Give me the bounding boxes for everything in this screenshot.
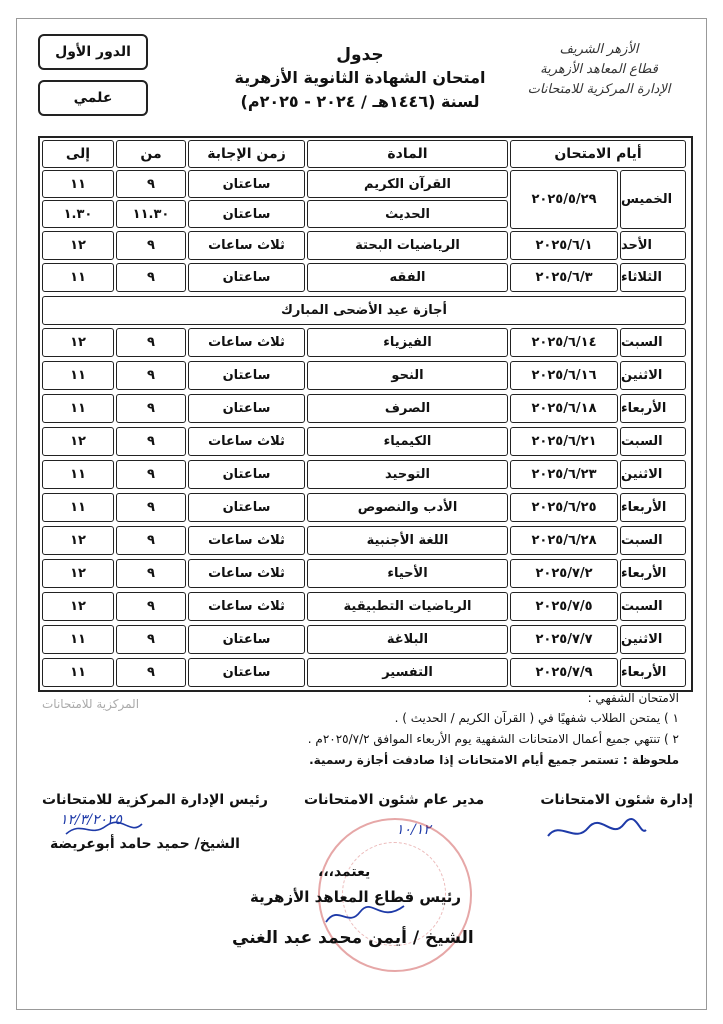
exam-day: الأربعاء — [620, 493, 686, 522]
exam-from: ٩ — [116, 170, 186, 198]
header-subject: المادة — [307, 140, 508, 168]
org-line-3: الإدارة المركزية للامتحانات — [527, 82, 671, 97]
exam-to: ١١ — [42, 493, 114, 522]
exam-day: الأربعاء — [620, 559, 686, 588]
exam-subject: الأحياء — [307, 559, 508, 588]
sig-exam-affairs: إدارة شئون الامتحانات — [540, 792, 693, 808]
exam-from: ٩ — [116, 493, 186, 522]
exam-to: ١٢ — [42, 427, 114, 456]
exam-day: الاثنين — [620, 460, 686, 489]
exam-from: ٩ — [116, 427, 186, 456]
exam-duration: ساعتان — [188, 394, 305, 423]
exam-date: ٢٠٢٥/٦/١٦ — [510, 361, 618, 390]
document-title — [230, 44, 490, 114]
approval-label: يعتمد،،، — [318, 864, 371, 880]
exam-from: ٩ — [116, 231, 186, 260]
handwritten-mark: ١٠/١٢ — [396, 822, 431, 838]
exam-date: ٢٠٢٥/٧/٩ — [510, 658, 618, 687]
exam-from: ١١.٣٠ — [116, 200, 186, 228]
header-days: أيام الامتحان — [510, 140, 686, 168]
exam-day: الأربعاء — [620, 394, 686, 423]
exam-subject: الرياضيات التطبيقية — [307, 592, 508, 621]
exam-subject: الكيمياء — [307, 427, 508, 456]
exam-to: ١١ — [42, 361, 114, 390]
exam-duration: ثلاث ساعات — [188, 427, 305, 456]
signature-exam-affairs — [540, 810, 650, 850]
exam-day: السبت — [620, 328, 686, 357]
exam-from: ٩ — [116, 592, 186, 621]
sig-central-head-title: رئيس الإدارة المركزية للامتحانات — [42, 792, 268, 808]
exam-from: ٩ — [116, 559, 186, 588]
exam-duration: ساعتان — [188, 170, 305, 198]
track-box: علمي — [38, 80, 148, 116]
sector-head-title: رئيس قطاع المعاهد الأزهرية — [250, 888, 461, 906]
exam-subject: الحديث — [307, 200, 508, 228]
faint-stamp-text: المركزية للامتحانات — [42, 697, 140, 711]
oral-note-1: ١ ) يمتحن الطلاب شفهيًا في ( القرآن الكريم / الحديث ) . — [394, 711, 679, 725]
exam-duration: ساعتان — [188, 460, 305, 489]
exam-subject: اللغة الأجنبية — [307, 526, 508, 555]
signature-sector-head — [320, 898, 410, 932]
exam-to: ١١ — [42, 263, 114, 292]
exam-day: الاثنين — [620, 625, 686, 654]
exam-duration: ساعتان — [188, 361, 305, 390]
exam-from: ٩ — [116, 328, 186, 357]
exam-to: ١١ — [42, 394, 114, 423]
exam-subject: الصرف — [307, 394, 508, 423]
exam-duration: ساعتان — [188, 263, 305, 292]
exam-date: ٢٠٢٥/٦/٢١ — [510, 427, 618, 456]
remark-note: ملحوظة : تستمر جميع أيام الامتحانات إذا صادفت أجازة رسمية. — [309, 753, 679, 767]
azhar-letterhead-logo — [510, 40, 688, 100]
exam-to: ١١ — [42, 460, 114, 489]
exam-day: السبت — [620, 526, 686, 555]
title-line-3: لسنة (١٤٤٦هـ / ٢٠٢٤ - ٢٠٢٥م) — [240, 92, 480, 111]
org-line-2: قطاع المعاهد الأزهرية — [540, 62, 658, 77]
exam-to: ١٢ — [42, 328, 114, 357]
header-from: من — [116, 140, 186, 168]
exam-to: ١١ — [42, 658, 114, 687]
exam-subject: الفقه — [307, 263, 508, 292]
exam-duration: ساعتان — [188, 493, 305, 522]
exam-day: الاثنين — [620, 361, 686, 390]
exam-date: ٢٠٢٥/٧/٧ — [510, 625, 618, 654]
exam-day: الأحد — [620, 231, 686, 260]
sig-general-manager: مدير عام شئون الامتحانات — [304, 792, 485, 808]
exam-date: ٢٠٢٥/٦/٢٥ — [510, 493, 618, 522]
exam-duration: ثلاث ساعات — [188, 526, 305, 555]
exam-subject: التفسير — [307, 658, 508, 687]
handwritten-date: ١٢/٣/٢٠٢٥ — [60, 812, 123, 828]
exam-date: ٢٠٢٥/٦/١٨ — [510, 394, 618, 423]
exam-date: ٢٠٢٥/٦/٢٨ — [510, 526, 618, 555]
title-line-2: امتحان الشهادة الثانوية الأزهرية — [234, 68, 486, 87]
exam-subject: التوحيد — [307, 460, 508, 489]
org-line-1: الأزهر الشريف — [559, 42, 639, 57]
exam-duration: ساعتان — [188, 625, 305, 654]
exam-subject: البلاغة — [307, 625, 508, 654]
exam-subject: القرآن الكريم — [307, 170, 508, 198]
exam-day: الثلاثاء — [620, 263, 686, 292]
exam-duration: ثلاث ساعات — [188, 328, 305, 357]
exam-duration: ساعتان — [188, 658, 305, 687]
exam-date: ٢٠٢٥/٧/٥ — [510, 592, 618, 621]
exam-date: ٢٠٢٥/٥/٢٩ — [510, 170, 618, 229]
exam-day: الأربعاء — [620, 658, 686, 687]
exam-from: ٩ — [116, 460, 186, 489]
oral-exam-title: الامتحان الشفهي : — [587, 691, 679, 705]
exam-day: السبت — [620, 427, 686, 456]
exam-to: ١٢ — [42, 592, 114, 621]
exam-to: ١٢ — [42, 526, 114, 555]
exam-date: ٢٠٢٥/٦/١ — [510, 231, 618, 260]
exam-to: ١٢ — [42, 231, 114, 260]
exam-duration: ثلاث ساعات — [188, 592, 305, 621]
exam-subject: الرياضيات البحتة — [307, 231, 508, 260]
holiday-row: أجازة عيد الأضحى المبارك — [42, 296, 686, 325]
exam-from: ٩ — [116, 394, 186, 423]
oral-note-2: ٢ ) تنتهي جميع أعمال الامتحانات الشفهية يوم الأربعاء الموافق ٢٠٢٥/٧/٢م . — [307, 732, 679, 746]
exam-from: ٩ — [116, 658, 186, 687]
exam-round-box: الدور الأول — [38, 34, 148, 70]
title-line-1: جدول — [336, 45, 384, 65]
exam-day: الخميس — [620, 170, 686, 229]
exam-subject: الأدب والنصوص — [307, 493, 508, 522]
exam-from: ٩ — [116, 263, 186, 292]
exam-date: ٢٠٢٥/٦/٣ — [510, 263, 618, 292]
header-duration: زمن الإجابة — [188, 140, 305, 168]
exam-duration: ثلاث ساعات — [188, 559, 305, 588]
exam-duration: ثلاث ساعات — [188, 231, 305, 260]
exam-to: ١.٣٠ — [42, 200, 114, 228]
header-to: إلى — [42, 140, 114, 168]
exam-date: ٢٠٢٥/٦/٢٣ — [510, 460, 618, 489]
exam-duration: ساعتان — [188, 200, 305, 228]
exam-to: ١٢ — [42, 559, 114, 588]
exam-to: ١١ — [42, 170, 114, 198]
central-head-name: الشيخ/ حميد حامد أبوعريضة — [50, 836, 240, 852]
exam-date: ٢٠٢٥/٧/٢ — [510, 559, 618, 588]
exam-to: ١١ — [42, 625, 114, 654]
exam-subject: الفيزياء — [307, 328, 508, 357]
exam-date: ٢٠٢٥/٦/١٤ — [510, 328, 618, 357]
sector-head-name: الشيخ / أيمن محمد عبد الغني — [232, 928, 474, 948]
exam-day: السبت — [620, 592, 686, 621]
exam-from: ٩ — [116, 526, 186, 555]
exam-subject: النحو — [307, 361, 508, 390]
exam-from: ٩ — [116, 361, 186, 390]
exam-from: ٩ — [116, 625, 186, 654]
